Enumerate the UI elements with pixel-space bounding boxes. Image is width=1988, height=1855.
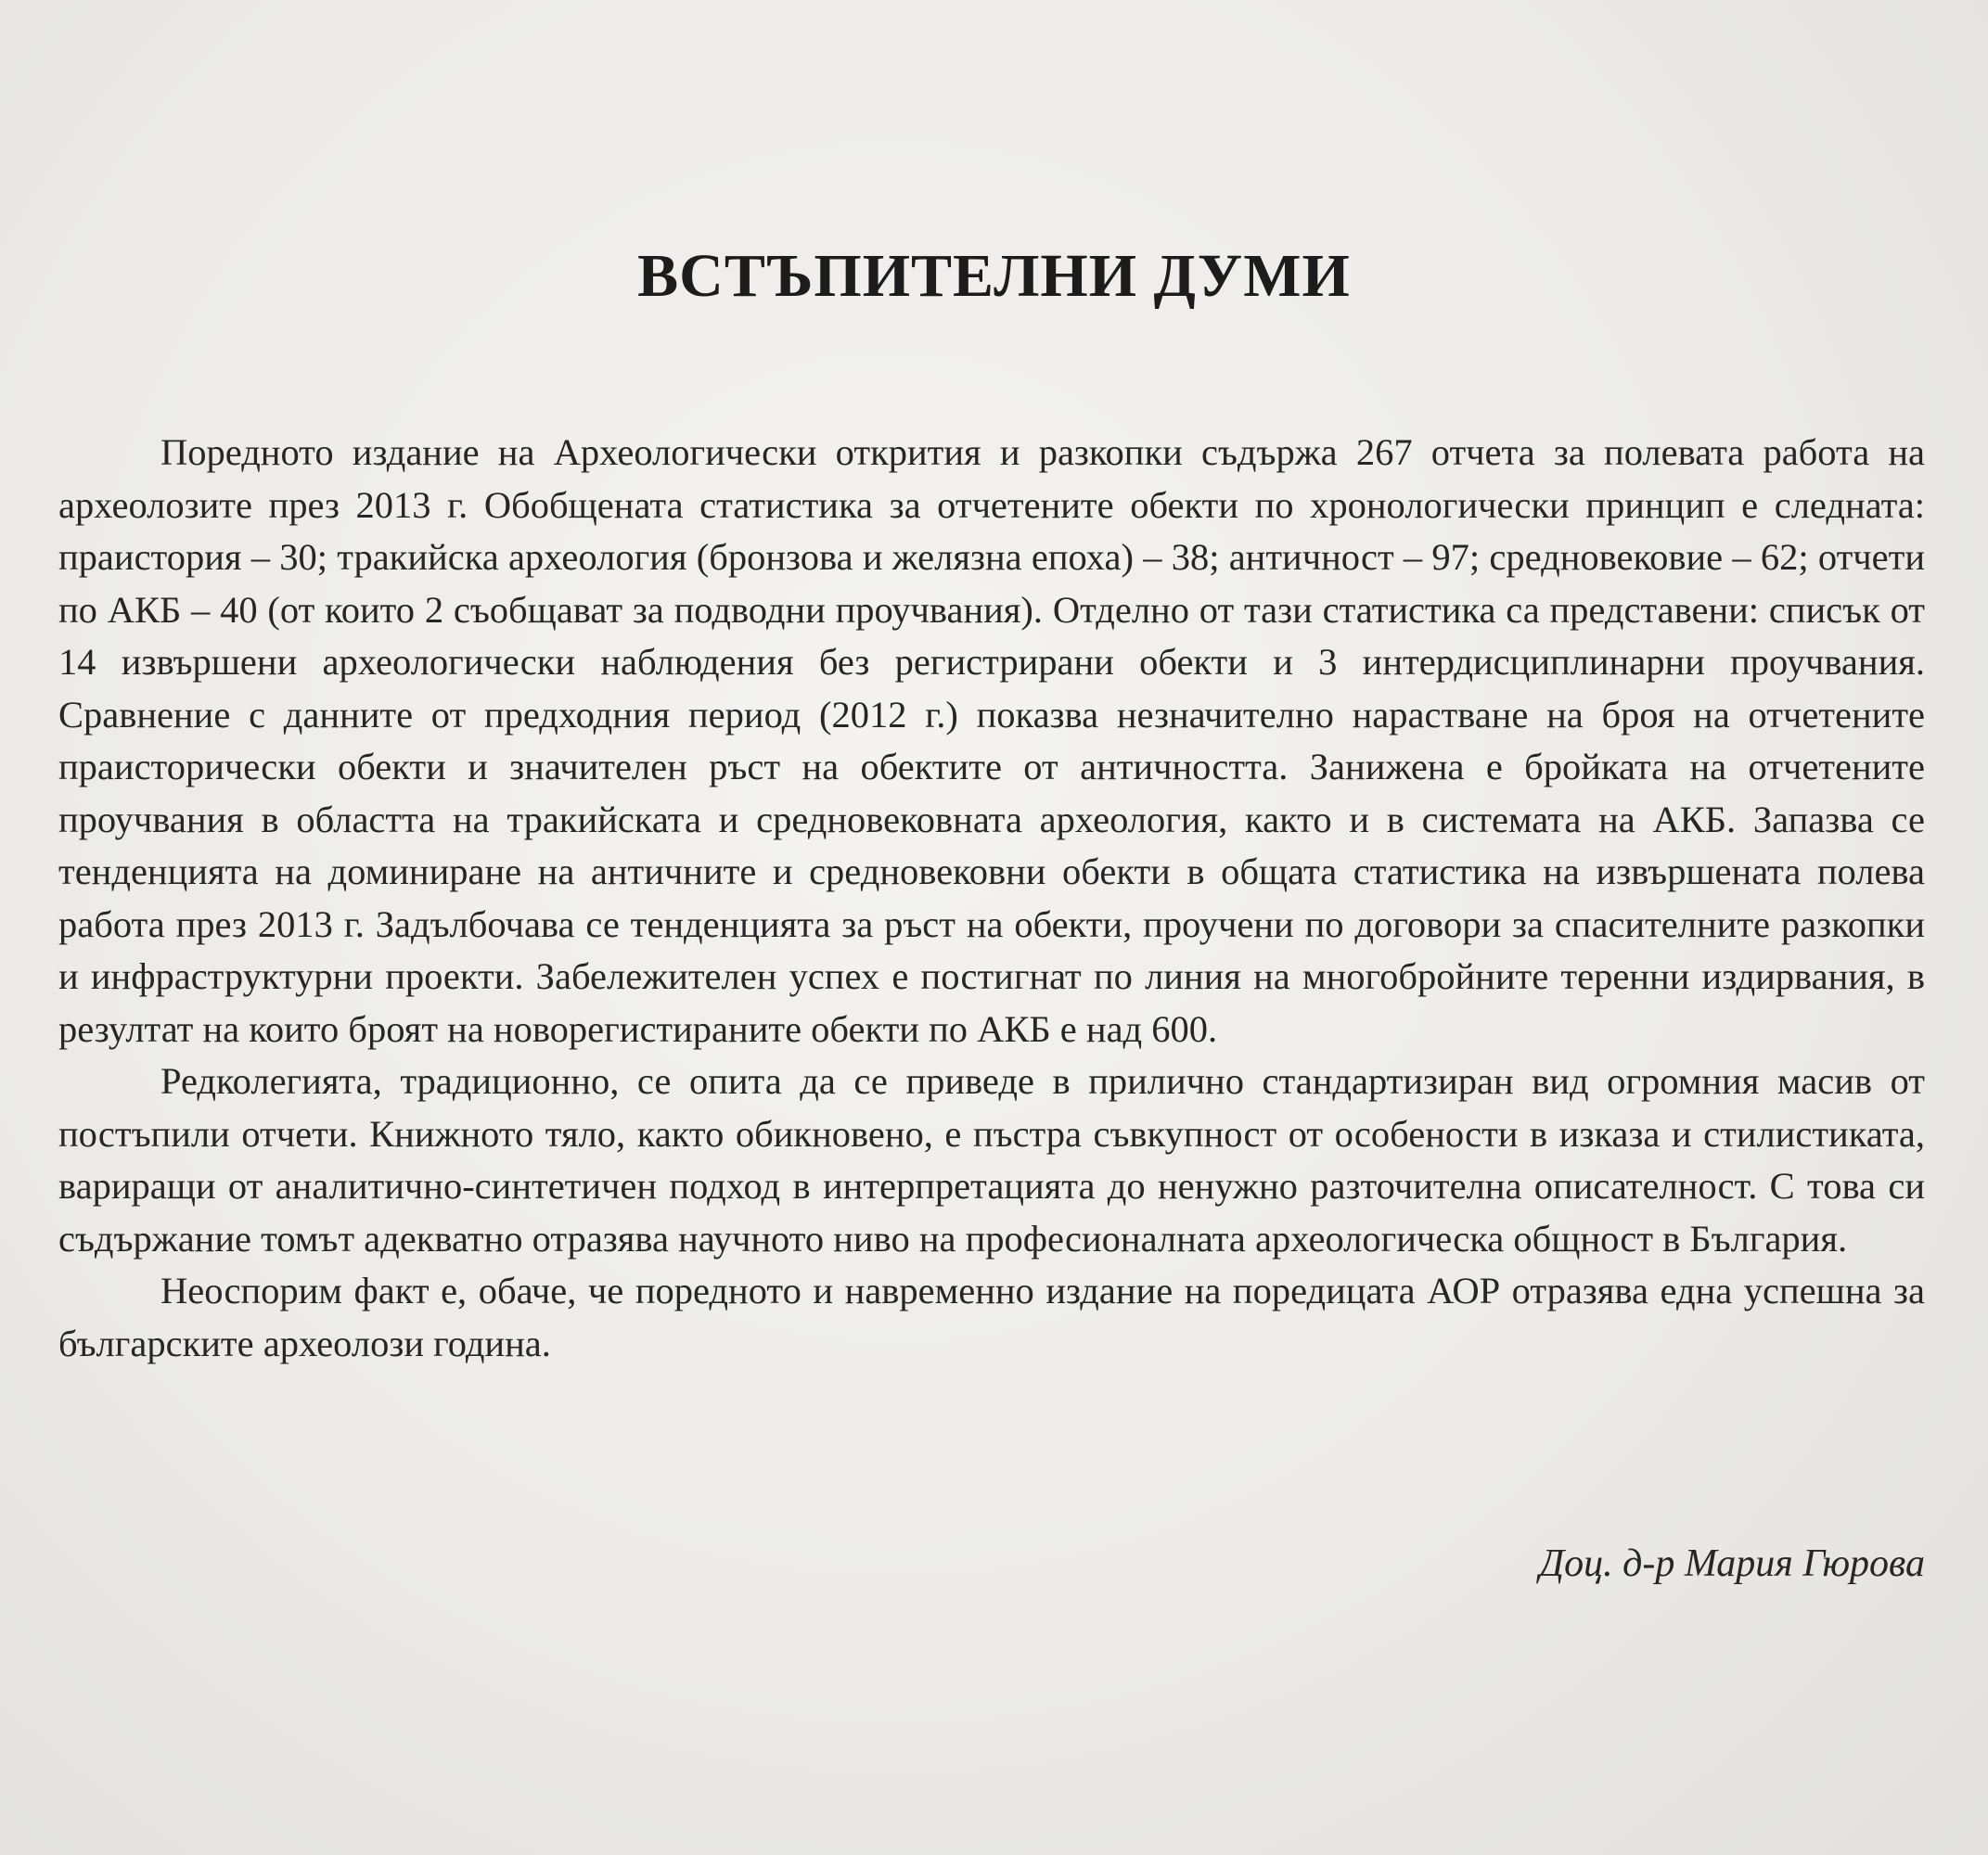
paragraph-3: Неоспорим факт е, обаче, че поредното и навременно издание на поредицата АОР отразява една успешна за българските археолози година. [58,1270,1925,1364]
page-title: ВСТЪПИТЕЛНИ ДУМИ [637,242,1351,310]
paragraph-1: Поредното издание на Археологически открития и разкопки съдържа 267 отчета за полевата работа на археолозите през 2013 г. Обобщената статистика за отчетените обекти по хронологически принцип е следната: праистория – 30; тракийска археология (бронзова и желязна епоха) – 38; античност – 97; средновековие – 62; отчети по АКБ – 40 (от които 2 съобщават за подводни проучвания). Отделно от тази статистика са представени: списък от 14 извършени археологически наблюдения без регистрирани обекти и 3 интердисциплинарни проучвания. Сравнение с данните от предходния период (2012 г.) показва незначително нарастване на броя на отчетените праисторически обекти и значителен ръст на обектите от античността. Занижена е бройката на отчетените проучвания в областта на тракийската и средновековната археология, както и в системата на АКБ. Запазва се тенденцията на доминиране на античните и средновековни обекти в общата статистика на извършената полева работа през 2013 г. Задълбочава се тенденцията за ръст на обекти, проучени по договори за спасителните разкопки и инфраструктурни проекти. Забележителен успех е постигнат по линия на многобройните теренни издирвания, в резултат на които броят на новорегистираните обекти по АКБ е над 600. [58,431,1925,1050]
author-signature: Доц. д-р Мария Гюрова [1539,1542,1925,1585]
paragraph-2: Редколегията, традиционно, се опита да се приведе в прилично стандартизиран вид огромния масив от постъпили отчети. Книжното тяло, както обикновено, е пъстра съвкупност от особености в изказа и стилистиката, вариращи от аналитично-синтетичен подход в интерпретацията до ненужно разточителна описателност. С това си съдържание томът адекватно отразява научното ниво на професионалната археологическа общност в България. [58,1060,1925,1260]
body-text [58,427,1925,1370]
